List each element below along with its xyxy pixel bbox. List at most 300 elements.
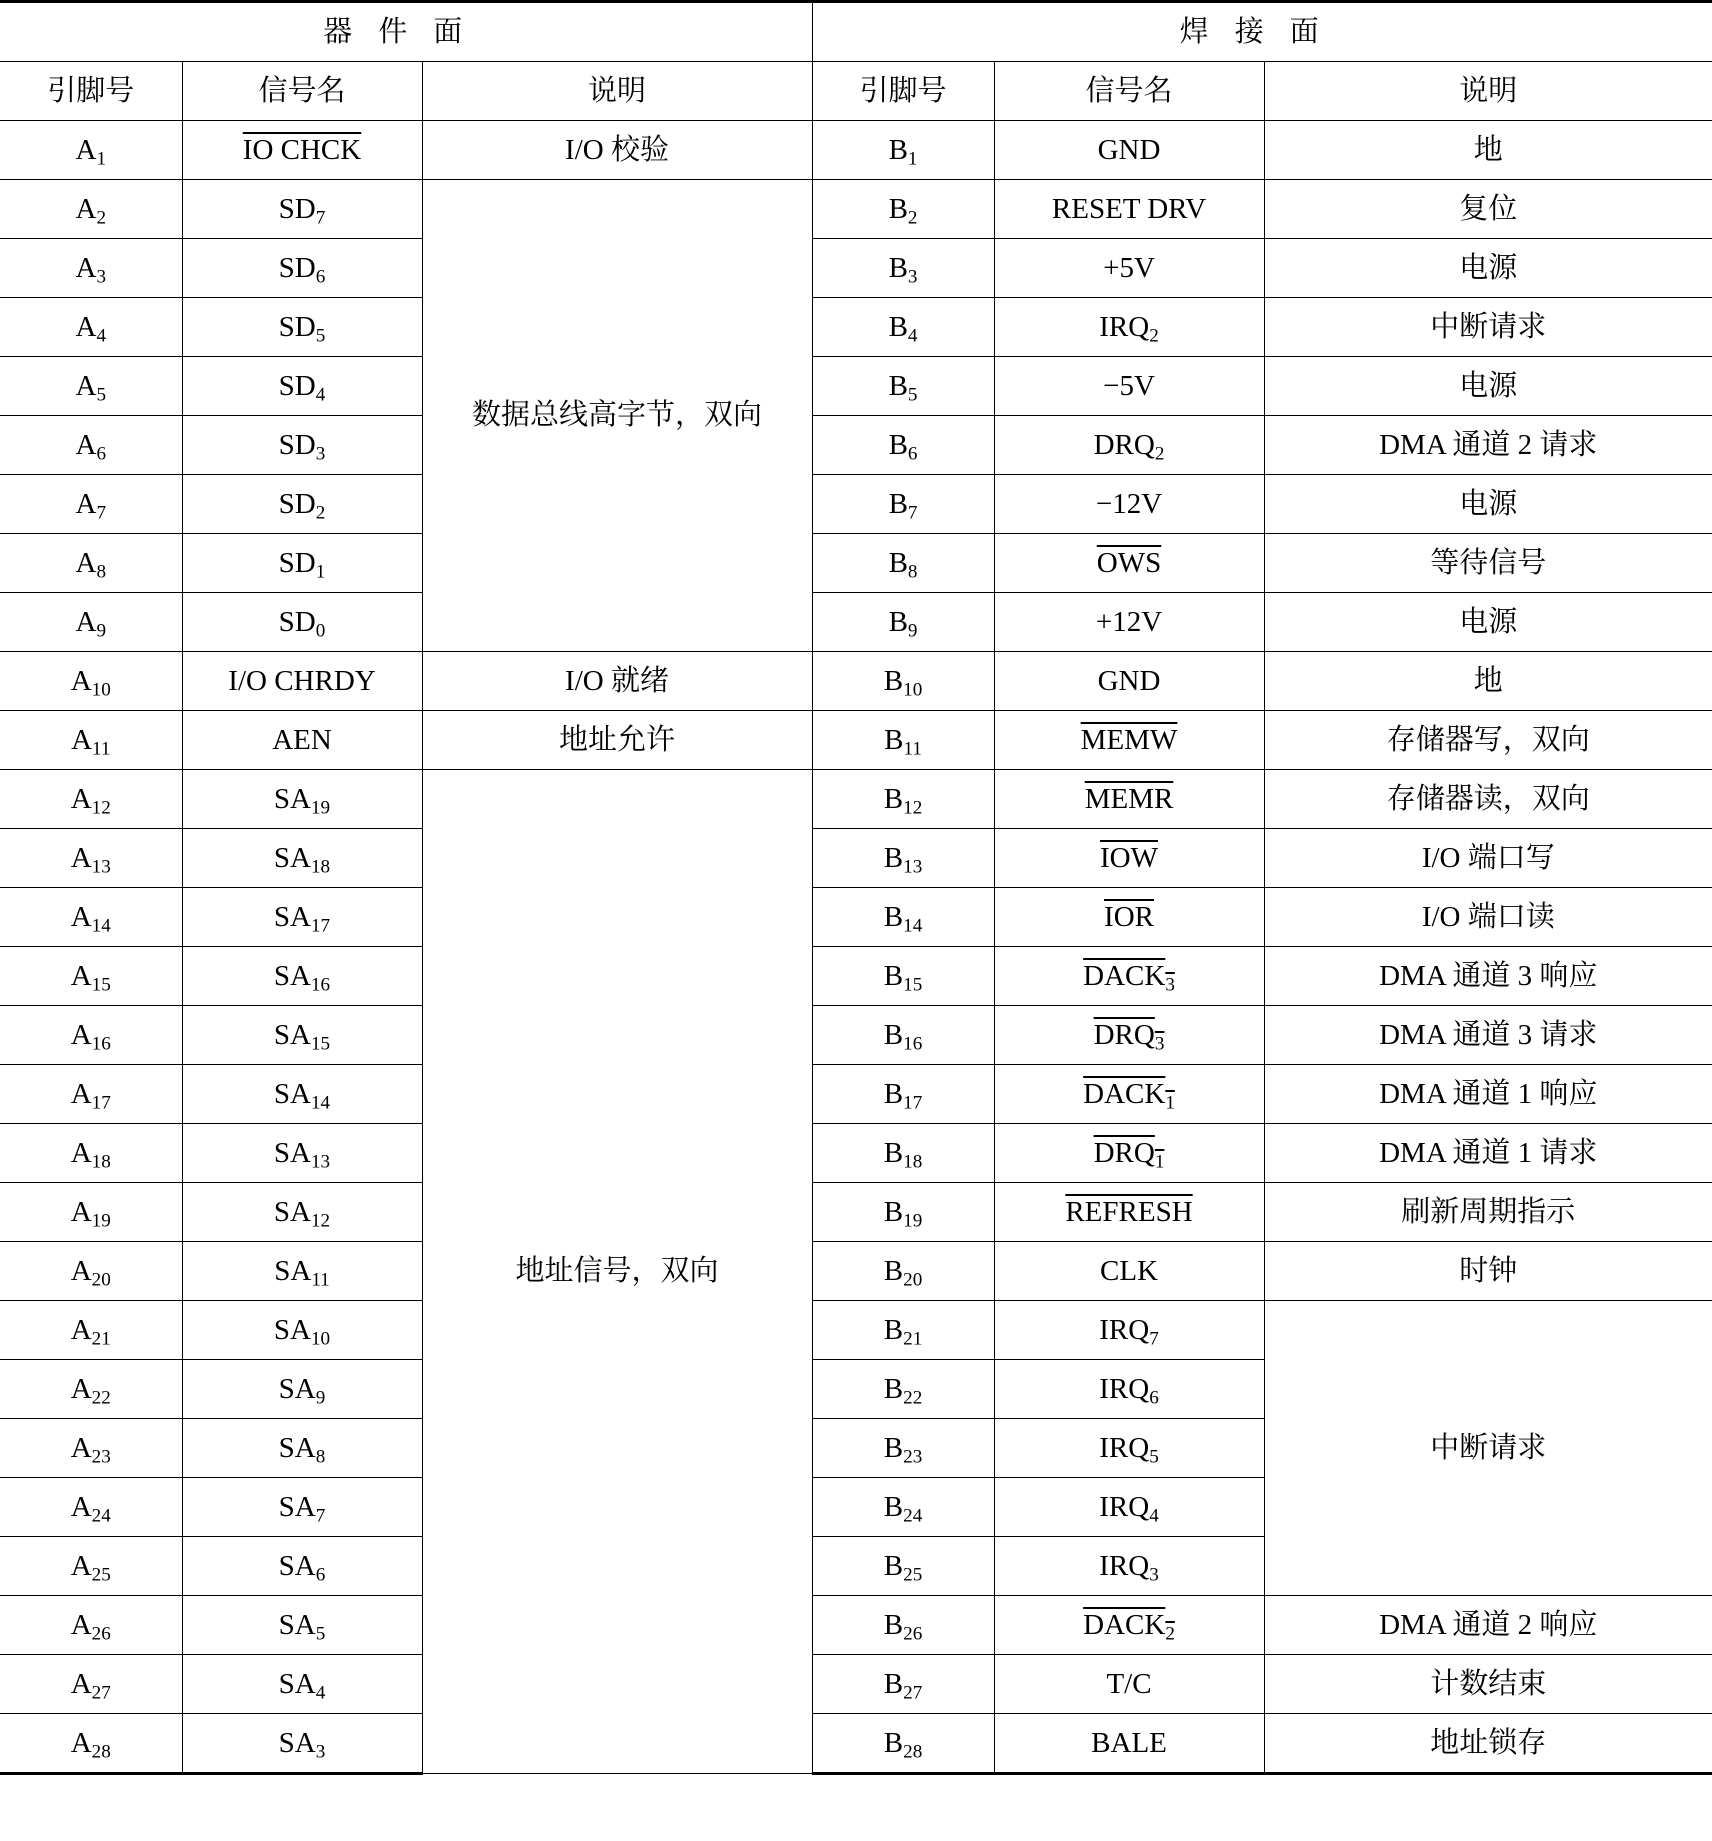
b-pin-cell-main: B: [888, 133, 908, 166]
a-pin-cell-main: A: [70, 1431, 92, 1464]
b-pin-cell-main: B: [883, 900, 904, 933]
a-description-cell: I/O 校验: [422, 121, 812, 180]
b-pin-cell: [812, 652, 994, 711]
b-signal-cell-main: GND: [1097, 133, 1161, 166]
b-pin-cell-subscript: 23: [903, 1445, 923, 1467]
b-pin-cell-text: [883, 1667, 923, 1703]
b-signal-cell-subscript: 1: [1154, 1150, 1165, 1172]
a-signal-cell: [182, 1301, 422, 1360]
b-signal-cell-main: BALE: [1091, 1726, 1167, 1759]
a-signal-cell-text: [278, 310, 326, 346]
b-pin-cell-text: [888, 192, 918, 228]
b-signal-cell-text: [1100, 1255, 1158, 1287]
side-header-row: [0, 2, 1712, 62]
a-pin-cell-text: [70, 782, 111, 818]
a-signal-cell-main: SA: [278, 1372, 316, 1405]
pin-table-body: [0, 121, 1712, 1774]
b-signal-cell: [994, 888, 1264, 947]
a-pin-cell-text: [70, 1608, 111, 1644]
a-pin-cell-subscript: 13: [91, 855, 111, 877]
a-pin-cell-main: A: [70, 1667, 92, 1700]
table-row: [0, 593, 1712, 652]
b-signal-cell-main: DRQ: [1093, 1136, 1155, 1169]
a-pin-cell: [0, 1537, 182, 1596]
a-pin-cell: [0, 239, 182, 298]
a-pin-cell-text: [70, 959, 111, 995]
b-pin-cell-text: [883, 1254, 923, 1290]
b-description-cell: 等待信号: [1264, 534, 1712, 593]
a-signal-cell-subscript: 11: [311, 1268, 330, 1290]
a-signal-cell-main: SD: [278, 310, 316, 343]
b-signal-cell-text: [1093, 1136, 1165, 1172]
a-pin-cell-text: [70, 1490, 111, 1526]
a-pin-cell-main: A: [70, 1077, 92, 1110]
b-pin-cell-main: B: [883, 1490, 904, 1523]
a-pin-cell-main: A: [75, 487, 97, 520]
b-pin-cell: [812, 534, 994, 593]
b-pin-cell-main: B: [888, 605, 908, 638]
a-pin-cell: [0, 1714, 182, 1774]
a-signal-cell-main: SD: [278, 369, 316, 402]
a-signal-cell: [182, 475, 422, 534]
a-signal-cell: [182, 1596, 422, 1655]
b-signal-cell-subscript: 5: [1149, 1445, 1159, 1467]
b-signal-cell-text: [1099, 1431, 1159, 1467]
b-pin-cell: [812, 180, 994, 239]
a-signal-cell-subscript: 3: [315, 1740, 326, 1762]
b-pin-cell-subscript: 28: [903, 1740, 923, 1762]
b-pin-cell: [812, 947, 994, 1006]
table-row: [0, 770, 1712, 829]
a-pin-cell-text: [75, 251, 106, 287]
a-signal-cell-text: [278, 1490, 326, 1526]
b-signal-cell: [994, 1537, 1264, 1596]
b-signal-cell-main: CLK: [1100, 1254, 1159, 1287]
a-signal-cell: [182, 1065, 422, 1124]
table-row: [0, 1596, 1712, 1655]
a-pin-cell-subscript: 18: [91, 1150, 111, 1172]
table-row: [0, 534, 1712, 593]
a-pin-cell-text: [70, 900, 111, 936]
b-pin-cell-main: B: [883, 841, 904, 874]
a-signal-cell-main: SA: [273, 1077, 311, 1110]
a-pin-cell-subscript: 27: [91, 1681, 111, 1703]
a-pin-cell-text: [71, 723, 111, 759]
a-pin-cell: [0, 1596, 182, 1655]
a-signal-cell-main: SA: [273, 1195, 311, 1228]
b-pin-cell-main: B: [883, 664, 904, 697]
b-signal-cell-main: MEMW: [1080, 723, 1178, 756]
a-pin-cell-subscript: 25: [91, 1563, 111, 1585]
a-pin-cell-text: [70, 1136, 111, 1172]
b-pin-cell-text: [883, 1372, 923, 1408]
table-row: [0, 357, 1712, 416]
a-signal-cell-subscript: 6: [315, 265, 326, 287]
table-row: [0, 1124, 1712, 1183]
a-pin-cell-subscript: 19: [91, 1209, 111, 1231]
b-pin-cell-main: B: [888, 251, 908, 284]
a-pin-cell-main: A: [70, 1490, 92, 1523]
a-pin-cell-subscript: 6: [96, 442, 106, 464]
b-signal-cell: [994, 770, 1264, 829]
b-pin-cell-main: B: [883, 1667, 904, 1700]
a-signal-cell-text: [278, 1549, 326, 1585]
a-pin-cell-text: [75, 428, 106, 464]
b-description-cell: I/O 端口写: [1264, 829, 1712, 888]
b-signal-cell-main: −12V: [1095, 487, 1163, 520]
a-signal-cell-subscript: 17: [310, 914, 331, 936]
table-row: [0, 1183, 1712, 1242]
a-pin-cell-main: A: [70, 1608, 92, 1641]
a-signal-cell: [182, 298, 422, 357]
b-pin-cell-main: B: [883, 1549, 904, 1582]
b-pin-cell-subscript: 3: [907, 265, 918, 287]
a-signal-cell-main: SA: [273, 1136, 311, 1169]
a-signal-cell-text: [273, 900, 331, 936]
b-signal-cell-text: [1099, 310, 1159, 346]
a-signal-cell-main: IO CHCK: [242, 133, 362, 166]
b-description-cell: 存储器读，双向: [1264, 770, 1712, 829]
a-pin-cell-subscript: 7: [96, 501, 106, 523]
b-pin-column-header: 引脚号: [812, 62, 994, 121]
b-signal-cell-main: DACK: [1083, 1077, 1166, 1110]
b-signal-cell-main: IRQ: [1099, 1431, 1150, 1464]
b-signal-cell: [994, 1006, 1264, 1065]
a-signal-cell-text: [243, 134, 361, 166]
a-pin-cell-text: [70, 841, 111, 877]
b-signal-cell-text: [1099, 1490, 1159, 1526]
b-pin-cell: [812, 1124, 994, 1183]
b-signal-cell-subscript: 3: [1165, 973, 1175, 995]
b-signal-cell-main: IRQ: [1099, 1549, 1150, 1582]
b-pin-cell: [812, 1478, 994, 1537]
a-signal-cell: [182, 770, 422, 829]
b-pin-cell-subscript: 21: [903, 1327, 923, 1349]
table-row: [0, 180, 1712, 239]
table-row: [0, 416, 1712, 475]
a-pin-cell-main: A: [75, 192, 97, 225]
a-pin-cell-subscript: 15: [91, 973, 111, 995]
b-pin-cell-subscript: 14: [903, 914, 923, 936]
a-signal-cell-subscript: 8: [315, 1445, 326, 1467]
a-pin-cell-text: [75, 133, 106, 169]
a-signal-cell-subscript: 6: [315, 1563, 326, 1585]
a-pin-cell: [0, 1065, 182, 1124]
b-description-cell: DMA 通道 2 请求: [1264, 416, 1712, 475]
b-pin-cell-subscript: 24: [903, 1504, 923, 1526]
b-signal-cell-subscript: 2: [1149, 324, 1159, 346]
b-signal-cell-main: MEMR: [1084, 782, 1174, 815]
b-signal-cell-text: [1091, 1727, 1167, 1759]
table-row: [0, 888, 1712, 947]
b-description-cell: DMA 通道 3 请求: [1264, 1006, 1712, 1065]
a-signal-cell-subscript: 7: [315, 1504, 326, 1526]
b-signal-cell-text: [1083, 1608, 1175, 1644]
b-signal-cell-text: [1083, 1077, 1175, 1113]
a-description-cell: I/O 就绪: [422, 652, 812, 711]
b-signal-cell-text: [1099, 1313, 1159, 1349]
a-pin-cell-main: A: [70, 1195, 92, 1228]
a-pin-cell: [0, 888, 182, 947]
a-description-cell: 地址信号，双向: [422, 770, 812, 1774]
b-signal-cell: [994, 711, 1264, 770]
a-pin-cell-subscript: 10: [91, 678, 111, 700]
a-signal-cell-subscript: 4: [315, 1681, 326, 1703]
b-pin-cell-text: [883, 959, 923, 995]
b-pin-cell-main: B: [888, 192, 908, 225]
a-signal-cell: [182, 593, 422, 652]
component-side-header: 器件面: [0, 2, 812, 62]
a-pin-cell-subscript: 14: [91, 914, 111, 936]
b-description-cell: 存储器写，双向: [1264, 711, 1712, 770]
a-pin-cell: [0, 1478, 182, 1537]
a-signal-cell: [182, 947, 422, 1006]
b-pin-cell-text: [888, 428, 918, 464]
b-signal-cell: [994, 947, 1264, 1006]
a-pin-cell-subscript: 2: [96, 206, 106, 228]
a-pin-cell-text: [70, 1667, 111, 1703]
b-pin-cell-subscript: 8: [907, 560, 918, 582]
b-signal-cell: [994, 1714, 1264, 1774]
a-pin-cell-main: A: [70, 1254, 92, 1287]
b-signal-cell-main: REFRESH: [1065, 1195, 1193, 1228]
a-signal-cell-text: [273, 1136, 331, 1172]
table-row: [0, 652, 1712, 711]
a-signal-cell-main: SA: [278, 1667, 316, 1700]
a-signal-cell: [182, 1478, 422, 1537]
a-signal-cell-subscript: 1: [315, 560, 326, 582]
b-signal-cell: [994, 416, 1264, 475]
b-signal-cell-subscript: 3: [1149, 1563, 1159, 1585]
a-pin-cell-main: A: [75, 369, 97, 402]
b-signal-cell-text: [1099, 1372, 1159, 1408]
table-row: [0, 475, 1712, 534]
b-signal-cell-text: [1106, 1668, 1151, 1700]
a-pin-cell: [0, 1242, 182, 1301]
b-pin-cell-main: B: [883, 1136, 904, 1169]
b-signal-cell-subscript: 6: [1149, 1386, 1159, 1408]
a-signal-cell-text: [273, 1195, 331, 1231]
a-signal-cell-main: SD: [278, 192, 316, 225]
a-signal-cell-main: SA: [273, 900, 311, 933]
b-signal-cell-text: [1100, 842, 1158, 874]
b-pin-cell-subscript: 9: [907, 619, 918, 641]
a-signal-cell-subscript: 5: [315, 324, 326, 346]
a-signal-cell-subscript: 16: [310, 973, 331, 995]
b-pin-cell: [812, 1183, 994, 1242]
b-pin-cell-subscript: 18: [903, 1150, 923, 1172]
a-pin-cell-subscript: 5: [96, 383, 106, 405]
b-pin-cell-text: [888, 310, 918, 346]
a-signal-cell: [182, 416, 422, 475]
b-signal-cell-text: [1083, 959, 1175, 995]
b-pin-cell: [812, 239, 994, 298]
b-signal-cell-subscript: 4: [1149, 1504, 1159, 1526]
b-pin-cell: [812, 1065, 994, 1124]
a-signal-cell-main: SA: [278, 1549, 316, 1582]
a-signal-cell-main: SA: [278, 1608, 316, 1641]
b-signal-cell-subscript: 3: [1154, 1032, 1165, 1054]
a-signal-cell-text: [278, 546, 326, 582]
a-pin-cell-text: [75, 369, 106, 405]
b-pin-cell-subscript: 19: [903, 1209, 923, 1231]
b-signal-cell: [994, 1596, 1264, 1655]
a-signal-cell-text: [273, 841, 331, 877]
b-pin-cell-text: [883, 1313, 923, 1349]
b-pin-cell-subscript: 17: [903, 1091, 923, 1113]
b-pin-cell-main: B: [883, 1726, 904, 1759]
a-pin-cell: [0, 1419, 182, 1478]
a-signal-cell: [182, 357, 422, 416]
a-pin-cell-main: A: [70, 1313, 92, 1346]
a-signal-cell-subscript: 5: [315, 1622, 326, 1644]
a-signal-cell-text: [278, 1372, 326, 1408]
a-pin-cell-subscript: 23: [91, 1445, 111, 1467]
b-signal-cell-main: IRQ: [1099, 1490, 1150, 1523]
table-row: [0, 1065, 1712, 1124]
a-signal-cell-main: SA: [278, 1726, 316, 1759]
a-signal-cell: [182, 1537, 422, 1596]
b-pin-cell-subscript: 20: [903, 1268, 923, 1290]
a-signal-cell-text: [278, 1431, 326, 1467]
a-pin-cell-subscript: 1: [96, 147, 106, 169]
b-signal-cell-main: RESET DRV: [1051, 192, 1207, 225]
a-signal-cell-text: [273, 782, 331, 818]
a-pin-cell: [0, 829, 182, 888]
b-pin-cell-text: [883, 1726, 923, 1762]
a-pin-cell-subscript: 3: [96, 265, 106, 287]
a-pin-cell-main: A: [75, 605, 97, 638]
b-signal-cell-text: [1093, 428, 1165, 464]
b-signal-cell-text: [1085, 783, 1174, 815]
a-pin-cell-text: [70, 1431, 111, 1467]
a-signal-cell: [182, 1242, 422, 1301]
a-description-column-header: 说明: [422, 62, 812, 121]
a-signal-cell-subscript: 0: [315, 619, 326, 641]
b-description-cell: 电源: [1264, 239, 1712, 298]
b-pin-cell: [812, 357, 994, 416]
b-signal-cell: [994, 239, 1264, 298]
b-description-cell: DMA 通道 2 响应: [1264, 1596, 1712, 1655]
b-pin-cell: [812, 1537, 994, 1596]
a-pin-cell-main: A: [75, 133, 97, 166]
table-row: [0, 711, 1712, 770]
b-signal-cell-main: +5V: [1103, 251, 1155, 284]
b-description-cell: I/O 端口读: [1264, 888, 1712, 947]
b-signal-cell: [994, 1242, 1264, 1301]
b-pin-cell: [812, 1714, 994, 1774]
a-pin-cell-text: [75, 605, 106, 641]
column-header-row: [0, 62, 1712, 121]
a-pin-cell: [0, 180, 182, 239]
b-pin-cell-text: [888, 251, 918, 287]
a-signal-cell: [182, 888, 422, 947]
b-description-cell: 复位: [1264, 180, 1712, 239]
b-pin-cell: [812, 1596, 994, 1655]
b-signal-cell-text: [1104, 901, 1154, 933]
b-pin-cell-main: B: [883, 1018, 904, 1051]
a-signal-cell-subscript: 4: [315, 383, 326, 405]
b-pin-cell-text: [883, 1431, 923, 1467]
a-signal-cell-subscript: 19: [310, 796, 331, 818]
b-pin-cell-text: [888, 369, 918, 405]
a-signal-cell: [182, 180, 422, 239]
a-signal-cell-text: [273, 1077, 331, 1113]
a-signal-cell-main: SA: [274, 1254, 312, 1287]
a-signal-cell-main: SA: [278, 1431, 316, 1464]
b-signal-cell-main: DACK: [1083, 1608, 1166, 1641]
a-signal-cell: [182, 1419, 422, 1478]
a-pin-cell-main: A: [70, 1018, 92, 1051]
a-signal-cell-text: [274, 1254, 330, 1290]
a-signal-cell-text: [273, 959, 331, 995]
b-description-cell: 地址锁存: [1264, 1714, 1712, 1774]
b-signal-cell-main: +12V: [1095, 605, 1163, 638]
b-pin-cell-text: [888, 546, 918, 582]
a-pin-cell-subscript: 12: [91, 796, 111, 818]
b-description-cell: 电源: [1264, 357, 1712, 416]
b-description-cell: 地: [1264, 121, 1712, 180]
b-signal-cell-text: [1103, 252, 1155, 284]
a-pin-cell-main: A: [70, 664, 92, 697]
b-pin-cell-text: [883, 782, 923, 818]
a-signal-cell-text: [228, 665, 375, 697]
b-description-cell: 刷新周期指示: [1264, 1183, 1712, 1242]
a-signal-cell: [182, 1124, 422, 1183]
a-pin-cell: [0, 534, 182, 593]
a-signal-cell-text: [278, 487, 326, 523]
b-pin-cell-subscript: 26: [903, 1622, 923, 1644]
b-description-cell: 计数结束: [1264, 1655, 1712, 1714]
b-signal-cell-subscript: 2: [1165, 1622, 1175, 1644]
b-pin-cell-text: [883, 1549, 923, 1585]
a-pin-cell: [0, 298, 182, 357]
b-signal-cell: [994, 298, 1264, 357]
a-signal-cell-main: SA: [273, 1018, 311, 1051]
b-pin-cell-text: [883, 1195, 923, 1231]
a-signal-cell: [182, 1183, 422, 1242]
a-pin-cell: [0, 416, 182, 475]
b-pin-cell-subscript: 4: [907, 324, 918, 346]
b-signal-cell: [994, 180, 1264, 239]
a-pin-cell: [0, 947, 182, 1006]
b-pin-cell: [812, 888, 994, 947]
a-signal-cell-subscript: 3: [315, 442, 326, 464]
b-pin-cell-main: B: [888, 487, 908, 520]
b-signal-cell: [994, 1065, 1264, 1124]
a-pin-cell-text: [70, 1726, 111, 1762]
b-signal-cell: [994, 1183, 1264, 1242]
b-description-cell: 时钟: [1264, 1242, 1712, 1301]
a-pin-cell-subscript: 16: [91, 1032, 111, 1054]
b-signal-cell-main: DRQ: [1093, 428, 1155, 461]
b-pin-cell: [812, 1655, 994, 1714]
a-pin-cell-text: [70, 1195, 111, 1231]
table-row: [0, 1301, 1712, 1360]
a-pin-cell-main: A: [70, 1549, 92, 1582]
a-pin-cell-text: [70, 1372, 111, 1408]
a-signal-cell-text: [278, 1667, 326, 1703]
a-pin-cell-main: A: [75, 546, 97, 579]
a-signal-cell-main: SA: [278, 1490, 316, 1523]
b-description-cell: DMA 通道 1 请求: [1264, 1124, 1712, 1183]
a-signal-cell-subscript: 15: [310, 1032, 331, 1054]
b-pin-cell-text: [883, 900, 923, 936]
a-signal-cell: [182, 711, 422, 770]
b-signal-cell: [994, 475, 1264, 534]
a-signal-cell-subscript: 7: [315, 206, 326, 228]
b-pin-cell-main: B: [883, 959, 904, 992]
